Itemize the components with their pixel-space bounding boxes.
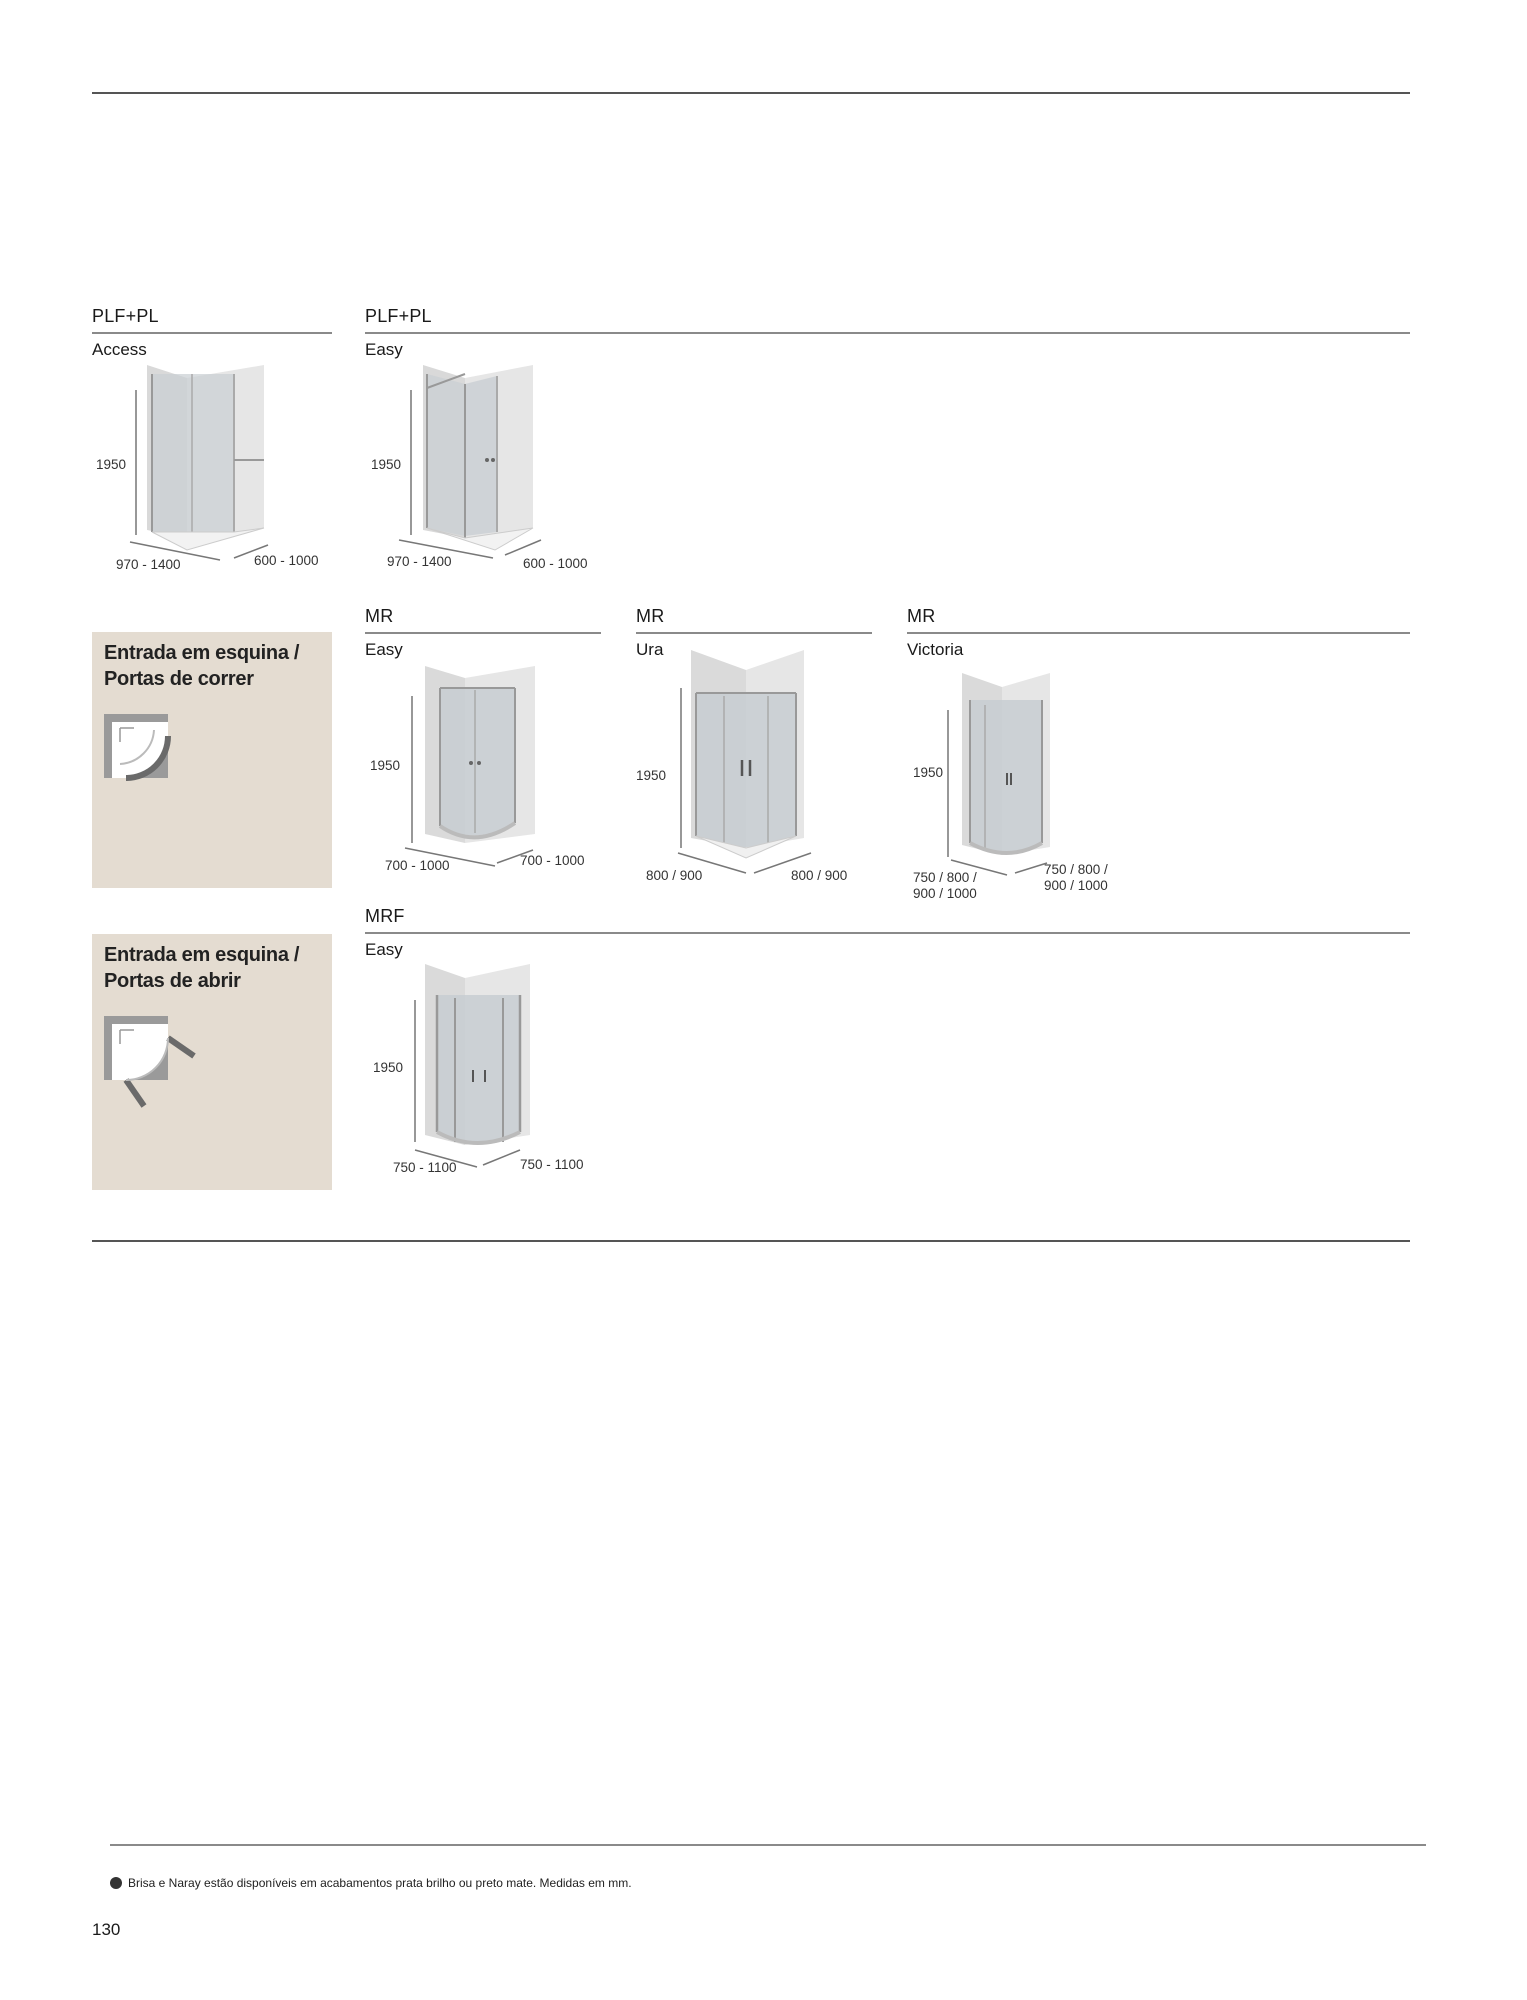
- footer-rule: [110, 1844, 1426, 1846]
- dim-height-ura: 1950: [636, 768, 667, 783]
- footnote-text: Brisa e Naray estão disponíveis em acabamentos prata brilho ou preto mate. Medidas em mm.: [128, 1876, 632, 1890]
- page-number: 130: [92, 1920, 121, 1939]
- dim-width-b-access: 600 - 1000: [254, 553, 319, 568]
- model-name-easy-plf: Easy: [365, 340, 403, 359]
- panel-title-line2: Portas de correr: [104, 668, 254, 690]
- product-image-easy-mrf: [365, 960, 605, 1180]
- panel-hinged-doors: [92, 934, 332, 1190]
- product-image-access: [92, 360, 352, 570]
- dim-width-a-easy-plf: 970 - 1400: [387, 554, 452, 569]
- model-name-easy-mrf: Easy: [365, 940, 403, 959]
- dim-width-a-victoria: [913, 870, 977, 902]
- dim-height-easy-plf: 1950: [371, 457, 402, 472]
- dim-width-b-easy-mr: 700 - 1000: [520, 853, 585, 868]
- dim-height-easy-mrf: 1950: [373, 1060, 404, 1075]
- type-label-easy-mrf: MRF: [365, 906, 405, 926]
- panel-title-line1: Entrada em esquina /: [104, 944, 300, 966]
- model-name-victoria: Victoria: [907, 640, 964, 659]
- model-name-easy-mr: Easy: [365, 640, 403, 659]
- dim-width-b-victoria: [1044, 862, 1108, 894]
- section-rule-ura: [636, 632, 872, 634]
- bullet-dot-icon: [110, 1877, 122, 1889]
- product-image-ura: [636, 648, 876, 888]
- dim-width-b-easy-plf: 600 - 1000: [523, 556, 588, 571]
- dim-height-easy-mr: 1950: [370, 758, 401, 773]
- dim-height-victoria: 1950: [913, 765, 944, 780]
- type-label-ura: MR: [636, 606, 665, 626]
- section-rule-access: [92, 332, 332, 334]
- dim-width-a-ura: 800 / 900: [646, 868, 703, 883]
- dim-width-b-ura: 800 / 900: [791, 868, 848, 883]
- type-label-victoria: MR: [907, 606, 936, 626]
- panel-title-hinged: [104, 942, 299, 994]
- corner-sliding-plan-icon: [104, 714, 176, 786]
- product-image-easy-mr: [365, 658, 605, 878]
- dim-width-a-line2: 900 / 1000: [913, 886, 977, 901]
- dim-width-a-access: 970 - 1400: [116, 557, 181, 572]
- dim-width-b-easy-mrf: 750 - 1100: [520, 1157, 584, 1172]
- section-rule-easy-plf: [365, 332, 1410, 334]
- dim-width-b-line1: 750 / 800 /: [1044, 862, 1108, 877]
- model-name-access: Access: [92, 340, 147, 359]
- model-name-ura: Ura: [636, 640, 664, 659]
- dim-height-access: 1950: [96, 457, 127, 472]
- dim-width-a-easy-mr: 700 - 1000: [385, 858, 450, 873]
- type-label-easy-plf: PLF+PL: [365, 306, 432, 326]
- product-image-victoria: [907, 665, 1167, 905]
- section-rule-easy-mrf: [365, 932, 1410, 934]
- block-bottom-rule: [92, 1240, 1410, 1242]
- corner-hinged-plan-icon: [104, 1016, 200, 1112]
- dim-width-a-line1: 750 / 800 /: [913, 870, 977, 885]
- footnote: [110, 1876, 632, 1890]
- type-label-easy-mr: MR: [365, 606, 394, 626]
- panel-title-line1: Entrada em esquina /: [104, 642, 300, 664]
- section-rule-victoria: [907, 632, 1410, 634]
- section-rule-easy-mr: [365, 632, 601, 634]
- panel-sliding-doors: [92, 632, 332, 888]
- product-image-easy-plf: [365, 360, 625, 570]
- panel-title-sliding: [104, 640, 299, 692]
- dim-width-a-easy-mrf: 750 - 1100: [393, 1160, 457, 1175]
- dim-width-b-line2: 900 / 1000: [1044, 878, 1108, 893]
- top-rule: [92, 92, 1410, 94]
- panel-title-line2: Portas de abrir: [104, 970, 241, 992]
- type-label-access: PLF+PL: [92, 306, 159, 326]
